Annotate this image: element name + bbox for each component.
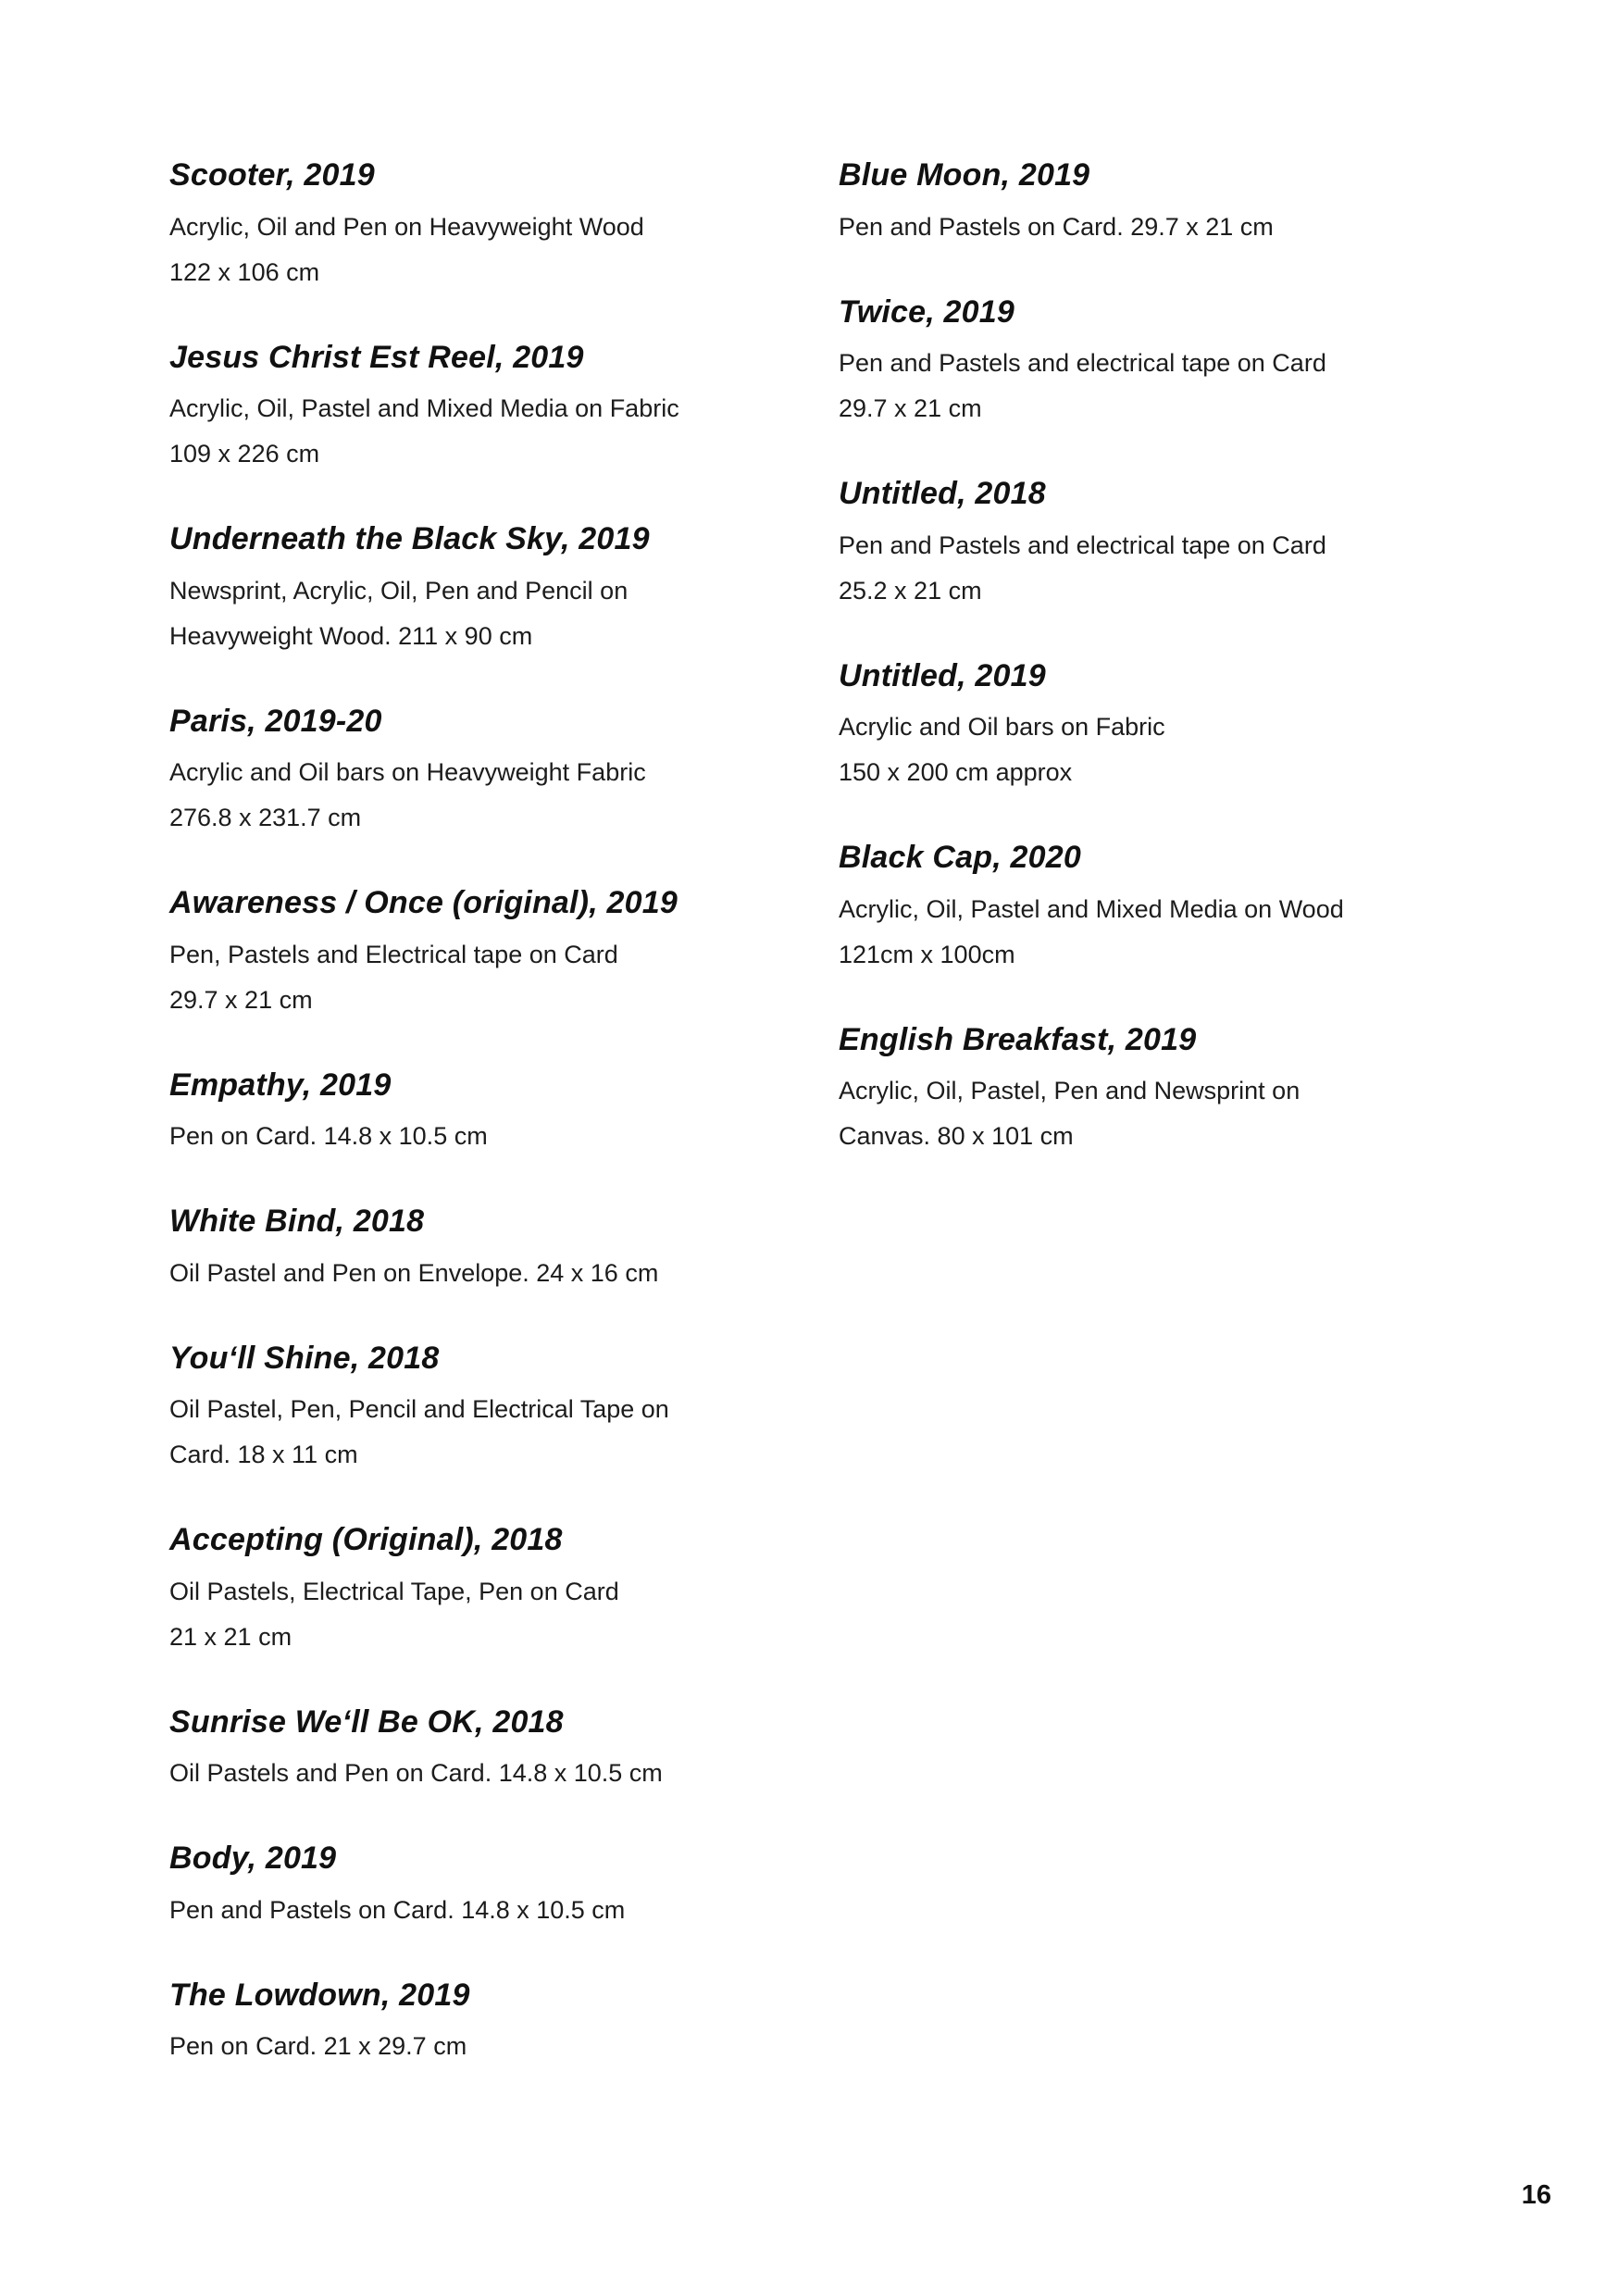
artwork-title: English Breakfast, 2019: [839, 1021, 1197, 1057]
artwork-title: The Lowdown, 2019: [169, 1977, 470, 2013]
artwork-detail: Acrylic, Oil, Pastel and Mixed Media on Fabric: [169, 394, 679, 422]
artwork-detail: Pen and Pastels on Card. 29.7 x 21 cm: [839, 212, 1274, 241]
artwork-title: You‘ll Shine, 2018: [169, 1340, 440, 1376]
artwork-title: Black Cap, 2020: [839, 840, 1081, 875]
artwork-title: Empathy, 2019: [169, 1067, 392, 1103]
artwork-title: Sunrise We‘ll Be OK, 2018: [169, 1703, 564, 1740]
artwork-entry: [169, 1520, 827, 1660]
artwork-detail: 109 x 226 cm: [169, 440, 320, 468]
artwork-entry: [839, 656, 1496, 796]
artwork-entry: [169, 1202, 827, 1296]
artwork-detail: 29.7 x 21 cm: [169, 985, 313, 1014]
artwork-title: White Bind, 2018: [169, 1204, 425, 1239]
artwork-detail: Pen on Card. 21 x 29.7 cm: [169, 2032, 467, 2060]
artwork-detail: Newsprint, Acrylic, Oil, Pen and Pencil on: [169, 576, 629, 605]
artwork-entry: [169, 519, 827, 659]
artwork-detail: Pen and Pastels and electrical tape on Card: [839, 349, 1326, 377]
artwork-title: Paris, 2019-20: [169, 703, 382, 739]
page-number: 16: [1521, 2180, 1551, 2210]
artwork-detail: Oil Pastels and Pen on Card. 14.8 x 10.5 cm: [169, 1759, 663, 1787]
artwork-detail: Oil Pastel, Pen, Pencil and Electrical Tape on: [169, 1395, 669, 1423]
artwork-list-right-column: [839, 156, 1496, 1202]
artwork-entry: [839, 156, 1496, 250]
artwork-entry: [169, 702, 827, 842]
artwork-detail: Pen and Pastels and electrical tape on Card: [839, 530, 1326, 559]
artwork-detail: 29.7 x 21 cm: [839, 394, 982, 422]
artwork-title: Accepting (Original), 2018: [169, 1522, 563, 1557]
artwork-title: Blue Moon, 2019: [839, 157, 1090, 193]
artwork-entry: [169, 883, 827, 1023]
artwork-entry: [169, 156, 827, 295]
artwork-title: Untitled, 2019: [839, 657, 1046, 693]
artwork-entry: [169, 1339, 827, 1479]
artwork-detail: Canvas. 80 x 101 cm: [839, 1122, 1074, 1150]
artwork-detail: Pen and Pastels on Card. 14.8 x 10.5 cm: [169, 1895, 626, 1924]
artwork-list-left-column: [169, 156, 827, 2112]
artwork-detail: Pen on Card. 14.8 x 10.5 cm: [169, 1122, 488, 1150]
artwork-entry: [169, 338, 827, 478]
artwork-detail: Oil Pastel and Pen on Envelope. 24 x 16 cm: [169, 1258, 659, 1287]
artwork-title: Scooter, 2019: [169, 157, 375, 193]
artwork-detail: Oil Pastels, Electrical Tape, Pen on Card: [169, 1577, 619, 1605]
artwork-entry: [169, 1839, 827, 1933]
artwork-detail: Acrylic, Oil, Pastel, Pen and Newsprint on: [839, 1077, 1301, 1104]
artwork-detail: Card. 18 x 11 cm: [169, 1441, 358, 1468]
artwork-detail: Acrylic and Oil bars on Fabric: [839, 713, 1165, 741]
artwork-detail: 25.2 x 21 cm: [839, 576, 982, 605]
artwork-detail: Acrylic, Oil and Pen on Heavyweight Wood: [169, 212, 644, 241]
artwork-title: Underneath the Black Sky, 2019: [169, 521, 650, 556]
artwork-detail: Acrylic and Oil bars on Heavyweight Fabric: [169, 758, 646, 786]
artwork-entry: [839, 838, 1496, 978]
artwork-detail: 121cm x 100cm: [839, 940, 1015, 968]
artwork-detail: 150 x 200 cm approx: [839, 758, 1073, 786]
artwork-detail: 276.8 x 231.7 cm: [169, 804, 362, 831]
artwork-entry: [169, 1976, 827, 2070]
artwork-entry: [839, 293, 1496, 432]
artwork-detail: 122 x 106 cm: [169, 257, 320, 286]
artwork-entry: [169, 1066, 827, 1160]
artwork-detail: Pen, Pastels and Electrical tape on Card: [169, 940, 618, 968]
artwork-title: Twice, 2019: [839, 293, 1014, 330]
artwork-entry: [839, 1020, 1496, 1160]
artwork-title: Body, 2019: [169, 1841, 337, 1876]
artwork-detail: Heavyweight Wood. 211 x 90 cm: [169, 621, 533, 650]
artwork-detail: Acrylic, Oil, Pastel and Mixed Media on Wood: [839, 894, 1344, 923]
artwork-detail: 21 x 21 cm: [169, 1622, 292, 1651]
artwork-title: Jesus Christ Est Reel, 2019: [169, 339, 584, 375]
artwork-title: Untitled, 2018: [839, 476, 1046, 511]
artwork-title: Awareness / Once (original), 2019: [169, 885, 678, 920]
artwork-entry: [169, 1703, 827, 1797]
artwork-entry: [839, 474, 1496, 614]
